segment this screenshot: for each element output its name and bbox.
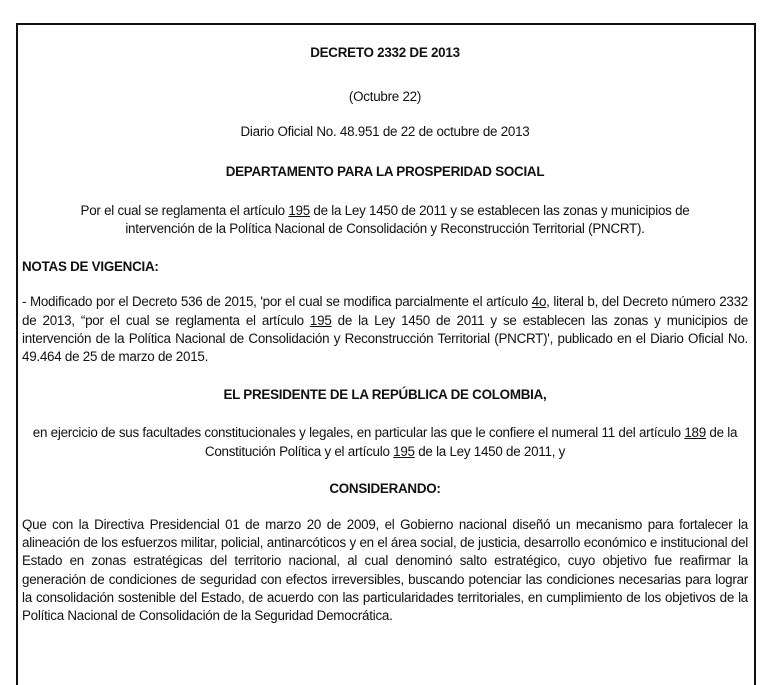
document-title: DECRETO 2332 DE 2013 bbox=[310, 45, 460, 60]
text-segment: de la Ley 1450 de 2011, y bbox=[414, 443, 566, 459]
text-segment: en ejercicio de sus facultades constitucionales y legales, en particular las que le confiere el numeral 11 del artículo bbox=[32, 425, 685, 441]
ejercicio-paragraph bbox=[22, 424, 748, 460]
diario-oficial: Diario Oficial No. 48.951 de 22 de octubre de 2013 bbox=[240, 124, 530, 140]
considerando-heading: CONSIDERANDO: bbox=[329, 480, 441, 496]
text-segment: - Modificado por el Decreto 536 de 2015, 'por el cual se modifica parcialmente el artículo bbox=[22, 294, 532, 310]
considerando-paragraph: Que con la Directiva Presidencial 01 de marzo 20 de 2009, el Gobierno nacional diseñó un mecanismo para fortalecer la alineación de los esfuerzos militar, policial, antinarcóticos y en el área social, de justicia, desarrollo económico e institucional del Estado en zonas estratégicas del territorio nacional, al cual denominó salto estratégico, cuyo objetivo fue reafirmar la generación de condiciones de seguridad con efectos irreversibles, buscando potenciar las condiciones necesarias para lograr la consolidación sostenible del Estado, de acuerdo con las particularidades territoriales, en cumplimiento de los objetivos de la Política Nacional de Consolidación de la Seguridad Democrática. bbox=[22, 517, 748, 624]
article-reference: 195 bbox=[393, 443, 415, 459]
article-reference: 189 bbox=[684, 425, 706, 441]
text-segment: de la Ley 1450 de 2011 y se establecen las zonas y municipios de intervención de la Política Nacional de Consolidación y Reconstrucción Territorial (PNCRT). bbox=[125, 202, 690, 237]
document bbox=[22, 44, 748, 625]
text-segment: Por el cual se reglamenta el artículo bbox=[80, 202, 289, 218]
document-date: (Octubre 22) bbox=[348, 89, 422, 105]
notas-heading: NOTAS DE VIGENCIA: bbox=[22, 259, 159, 275]
article-reference: 4o bbox=[531, 294, 547, 310]
text-segment: , literal b, del Decreto número 2332 de 2013, “por el cual se reglamenta el artículo bbox=[22, 294, 748, 328]
article-reference: 195 bbox=[309, 312, 332, 328]
entity-heading: DEPARTAMENTO PARA LA PROSPERIDAD SOCIAL bbox=[225, 163, 545, 179]
summary-paragraph bbox=[22, 202, 748, 238]
notas-paragraph bbox=[22, 293, 748, 366]
president-heading: EL PRESIDENTE DE LA REPÚBLICA DE COLOMBIA, bbox=[223, 387, 547, 403]
article-reference: 195 bbox=[288, 202, 310, 218]
text-segment: de la Ley 1450 de 2011 y se establecen las zonas y municipios de intervención de la Política Nacional de Consolidación y Reconstrucción Territorial (PNCRT)', publicado en el Diario Oficial No. 49.464 de 25 de marzo de 2015. bbox=[22, 312, 748, 365]
text-segment: de la Constitución Política y el artículo bbox=[204, 425, 738, 459]
